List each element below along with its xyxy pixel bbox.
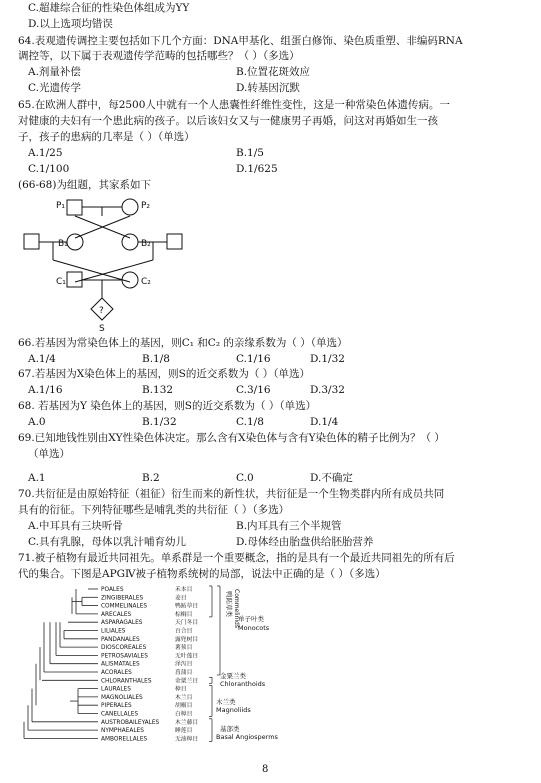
- q67-option-a: A.1/16: [28, 384, 63, 396]
- label-c1: C₁: [56, 277, 66, 287]
- q70-option-d: D.母体经由胎盘供给胚胎营养: [236, 536, 374, 548]
- b1-female-symbol: [67, 234, 83, 250]
- q70-option-b: B.内耳具有三个半规管: [236, 520, 342, 532]
- commelinids-en: Commelinids: [233, 589, 240, 628]
- order-name-zh: 百合目: [175, 628, 193, 635]
- commelinids-zh: 鸭跖草类: [225, 591, 233, 617]
- q64-option-b: B.位置花斑效应: [236, 66, 311, 78]
- order-name-zh: 无叶莲目: [175, 653, 199, 660]
- q63-option-d: D.以上选项均错误: [28, 18, 113, 30]
- order-name-zh: 白樟目: [175, 711, 193, 718]
- order-name-en: AMBORELLALES: [101, 736, 148, 743]
- q69-option-d: D.不确定: [310, 472, 353, 484]
- q65-text-line3: 子，孩子的患病的几率是（ ）（单选）: [18, 131, 195, 143]
- label-c2: C₂: [141, 277, 151, 287]
- order-name-en: COMMELINALES: [101, 603, 148, 610]
- order-name-en: PETROSAVIALES: [101, 653, 148, 660]
- q66-option-a: A.1/4: [28, 353, 56, 365]
- c1-male-symbol: [67, 272, 82, 287]
- order-name-en: POALES: [101, 587, 124, 593]
- label-s: S: [99, 324, 105, 334]
- q66-option-b: B.1/8: [142, 353, 170, 365]
- group-intro: (66-68)为组题，其家系如下: [18, 179, 151, 191]
- q70-text-line2: 具有的衍征。下列特征哪些是哺乳类的共衍征（ ）（多选）: [18, 504, 290, 516]
- order-name-en: MAGNOLIALES: [101, 694, 143, 701]
- order-name-zh: 樟目: [175, 686, 187, 693]
- q69-option-a: A.1: [28, 472, 46, 484]
- order-name-zh: 无油樟目: [175, 736, 199, 743]
- q69-text-line1: 69.已知地钱性别由XY性染色体决定。那么含有X染色体与含有Y染色体的精子比例为？（ ）: [18, 432, 445, 444]
- q65-text-line2: 对健康的夫妇有一个患此病的孩子。以后该妇女又与一健康男子再婚，问这对再婚如生一孩: [18, 115, 438, 127]
- b1-spouse-symbol: [24, 234, 39, 249]
- q71-text-line2: 代的集合。下图是APGⅣ被子植物系统树的局部，说法中正确的是（ ）（多选）: [18, 568, 386, 580]
- order-name-zh: 姜目: [175, 595, 187, 602]
- q67-option-b: B.132: [142, 384, 174, 396]
- order-name-zh: 鸭跖草目: [175, 603, 199, 610]
- p2-female-symbol: [122, 199, 138, 215]
- q67-option-d: D.3/32: [310, 384, 345, 396]
- order-name-zh: 薯蓣目: [175, 645, 193, 652]
- q70-text-line1: 70.共衍征是由原始特征（祖征）衍生而来的新性状，共衍征是一个生物类群内所有成员共同: [18, 488, 445, 500]
- q71-text-line1: 71.被子植物有最近共同祖先。单系群是一个重要概念，指的是具有一个最近共同祖先的所有后: [18, 552, 455, 564]
- order-name-zh: 天门冬目: [175, 620, 199, 627]
- order-name-en: AUSTROBAILEYALES: [101, 719, 160, 726]
- q66-option-c: C.1/16: [236, 353, 271, 365]
- order-name-en: ASPARAGALES: [101, 620, 143, 627]
- q67-text: 67.若基因为X染色体上的基因，则S的近交系数为（ ）（单选）: [18, 368, 310, 380]
- order-name-zh: 金粟兰目: [175, 678, 199, 685]
- q64-text-line1: 64.表观遗传调控主要包括如下几个方面：DNA甲基化、组蛋白修饰、染色质重塑、非编码RNA: [18, 35, 463, 47]
- q63-option-c: C.超雄综合征的性染色体组成为YY: [28, 2, 190, 14]
- monocots-en: Monocots: [238, 624, 270, 632]
- order-name-zh: 木兰目: [175, 694, 193, 701]
- q68-option-a: A.0: [28, 416, 46, 428]
- q66-text: 66.若基因为常染色体上的基因，则C₁ 和C₂ 的亲缘系数为（ ）（单选）: [18, 337, 348, 349]
- q64-option-d: D.转基因沉默: [236, 82, 300, 94]
- q67-option-c: C.3/16: [236, 384, 271, 396]
- monocots-zh: 单子叶类: [238, 615, 264, 623]
- q65-option-c: C.1/100: [28, 163, 70, 175]
- order-name-en: LILIALES: [101, 628, 126, 635]
- label-p1: P₁: [56, 201, 66, 211]
- order-name-zh: 胡椒目: [175, 703, 193, 710]
- p1-male-symbol: [67, 200, 82, 215]
- label-b2: B₂: [141, 239, 151, 249]
- q68-option-b: B.1/32: [142, 416, 177, 428]
- q65-text-line1: 65.在欧洲人群中，每2500人中就有一个人患囊性纤维性变性，这是一种常染色体遗传病。一: [18, 99, 450, 111]
- magnoliids-en: Magnoliids: [216, 706, 251, 714]
- label-p2: P₂: [141, 201, 151, 211]
- order-name-zh: 睡莲目: [175, 728, 193, 735]
- chloranthoids-en: Chloranthoids: [220, 680, 266, 688]
- order-name-en: LAURALES: [101, 686, 131, 693]
- q69-text-line2: （单选）: [28, 448, 70, 460]
- label-b1: B₁: [58, 239, 68, 249]
- q68-text: 68. 若基因为Y 染色体上的基因，则S的近交系数为（ ）（单选）: [18, 400, 317, 412]
- order-name-en: ACORALES: [101, 670, 132, 676]
- q64-text-line2: 调控等，以下属于表观遗传学范畴的包括哪些？（ ）（多选）: [18, 50, 300, 62]
- order-name-en: ZINGIBERALES: [101, 595, 144, 602]
- order-name-en: CANELLALES: [101, 711, 139, 718]
- q65-option-d: D.1/625: [236, 163, 278, 175]
- q68-option-c: C.1/8: [236, 416, 264, 428]
- order-name-en: ALISMATALES: [101, 661, 140, 668]
- q69-option-b: B.2: [142, 472, 160, 484]
- basal-en: Basal Angiosperms: [216, 733, 278, 741]
- order-name-en: DIOSCOREALES: [101, 645, 147, 652]
- q70-option-a: A.中耳具有三块听骨: [28, 520, 123, 532]
- order-name-zh: 木兰藤目: [175, 719, 199, 726]
- page-number: 8: [262, 764, 269, 775]
- order-name-zh: 露兜树目: [175, 636, 199, 643]
- chloranthoids-zh: 金粟兰类: [220, 672, 246, 680]
- q66-option-d: D.1/32: [310, 353, 345, 365]
- order-name-en: NYMPHAEALES: [101, 728, 144, 735]
- order-name-zh: 菖蒲目: [175, 670, 193, 676]
- q65-option-a: A.1/25: [28, 147, 63, 159]
- order-name-en: PANDANALES: [101, 636, 140, 643]
- basal-zh: 基部类: [220, 725, 240, 733]
- order-name-zh: 泽泻目: [175, 661, 193, 668]
- q65-option-b: B.1/5: [236, 147, 264, 159]
- b2-spouse-symbol: [167, 234, 182, 249]
- q64-option-c: C.光遗传学: [28, 82, 81, 94]
- order-name-en: ARECALES: [101, 611, 132, 618]
- order-name-zh: 棕榈目: [175, 611, 193, 618]
- label-s-question: ?: [99, 306, 104, 316]
- magnoliids-zh: 木兰类: [216, 698, 236, 706]
- apg-phylogenetic-tree: [20, 583, 320, 749]
- q69-option-c: C.0: [236, 472, 254, 484]
- order-name-zh: 禾本目: [175, 587, 193, 593]
- order-name-en: CHLORANTHALES: [101, 678, 152, 685]
- q68-option-d: D.1/4: [310, 416, 339, 428]
- q70-option-c: C.具有乳腺，母体以乳汁哺育幼儿: [28, 536, 186, 548]
- q64-option-a: A.剂量补偿: [28, 66, 81, 78]
- order-name-en: PIPERALES: [101, 703, 132, 710]
- b2-female-symbol: [122, 234, 138, 250]
- pedigree-diagram: [20, 194, 200, 334]
